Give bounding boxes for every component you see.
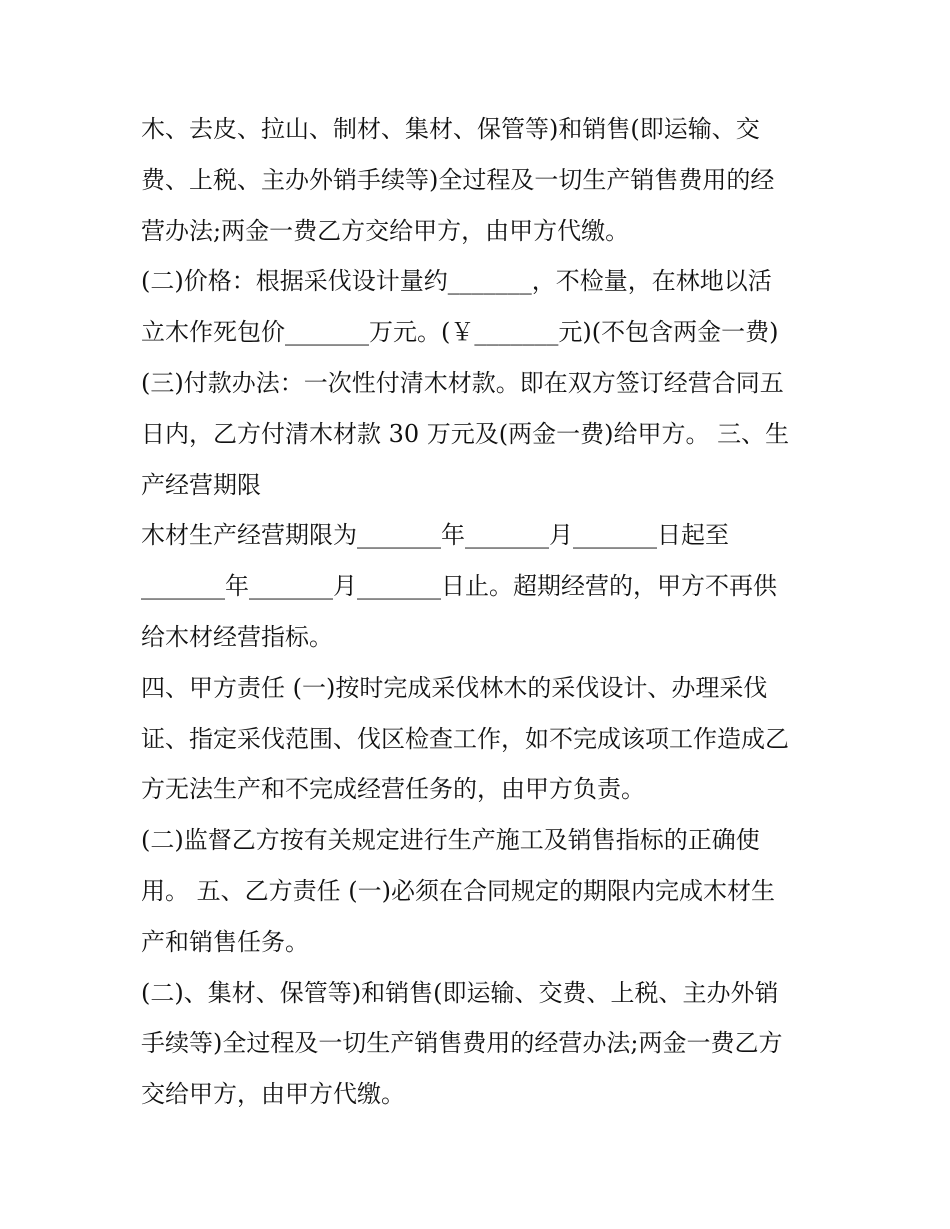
text-line: 给木材经营指标。: [141, 622, 333, 651]
text-line: 费、上税、主办外销手续等)全过程及一切生产销售费用的经: [141, 165, 775, 194]
text-line: 立木作死包价_______万元。(￥_______元)(不包含两金一费): [141, 318, 779, 347]
text-line: _______年_______月_______日止。超期经营的，甲方不再供: [141, 572, 777, 601]
text-line: 木材生产经营期限为_______年_______月_______日起至: [141, 521, 729, 550]
text-line: 产经营期限: [141, 470, 261, 499]
text-line: (二)价格：根据采伐设计量约_______，不检量，在林地以活: [141, 267, 772, 296]
text-line: 方无法生产和不完成经营任务的，由甲方负责。: [141, 775, 645, 804]
text-line: 四、甲方责任 (一)按时完成采伐林木的采伐设计、办理采伐: [141, 673, 768, 702]
text-line: 营办法;两金一费乙方交给甲方，由甲方代缴。: [141, 216, 630, 245]
text-line: 证、指定采伐范围、伐区检查工作，如不完成该项工作造成乙: [141, 724, 789, 753]
text-line: (三)付款办法：一次性付清木材款。即在双方签订经营合同五: [141, 368, 784, 397]
contract-text-body: [141, 104, 821, 1120]
text-line: 用。 五、乙方责任 (一)必须在合同规定的期限内完成木材生: [141, 876, 775, 905]
text-line: 木、去皮、拉山、制材、集材、保管等)和销售(即运输、交: [141, 115, 760, 143]
text-line: 日内，乙方付清木材款 30 万元及(两金一费)给甲方。 三、生: [141, 419, 790, 448]
text-line: (二)、集材、保管等)和销售(即运输、交费、上税、主办外销: [141, 978, 779, 1007]
text-line: (二)监督乙方按有关规定进行生产施工及销售指标的正确使: [141, 826, 760, 855]
text-line: 产和销售任务。: [141, 927, 309, 956]
text-line: 手续等)全过程及一切生产销售费用的经营办法;两金一费乙方: [141, 1029, 783, 1058]
text-line: 交给甲方，由甲方代缴。: [141, 1080, 405, 1109]
